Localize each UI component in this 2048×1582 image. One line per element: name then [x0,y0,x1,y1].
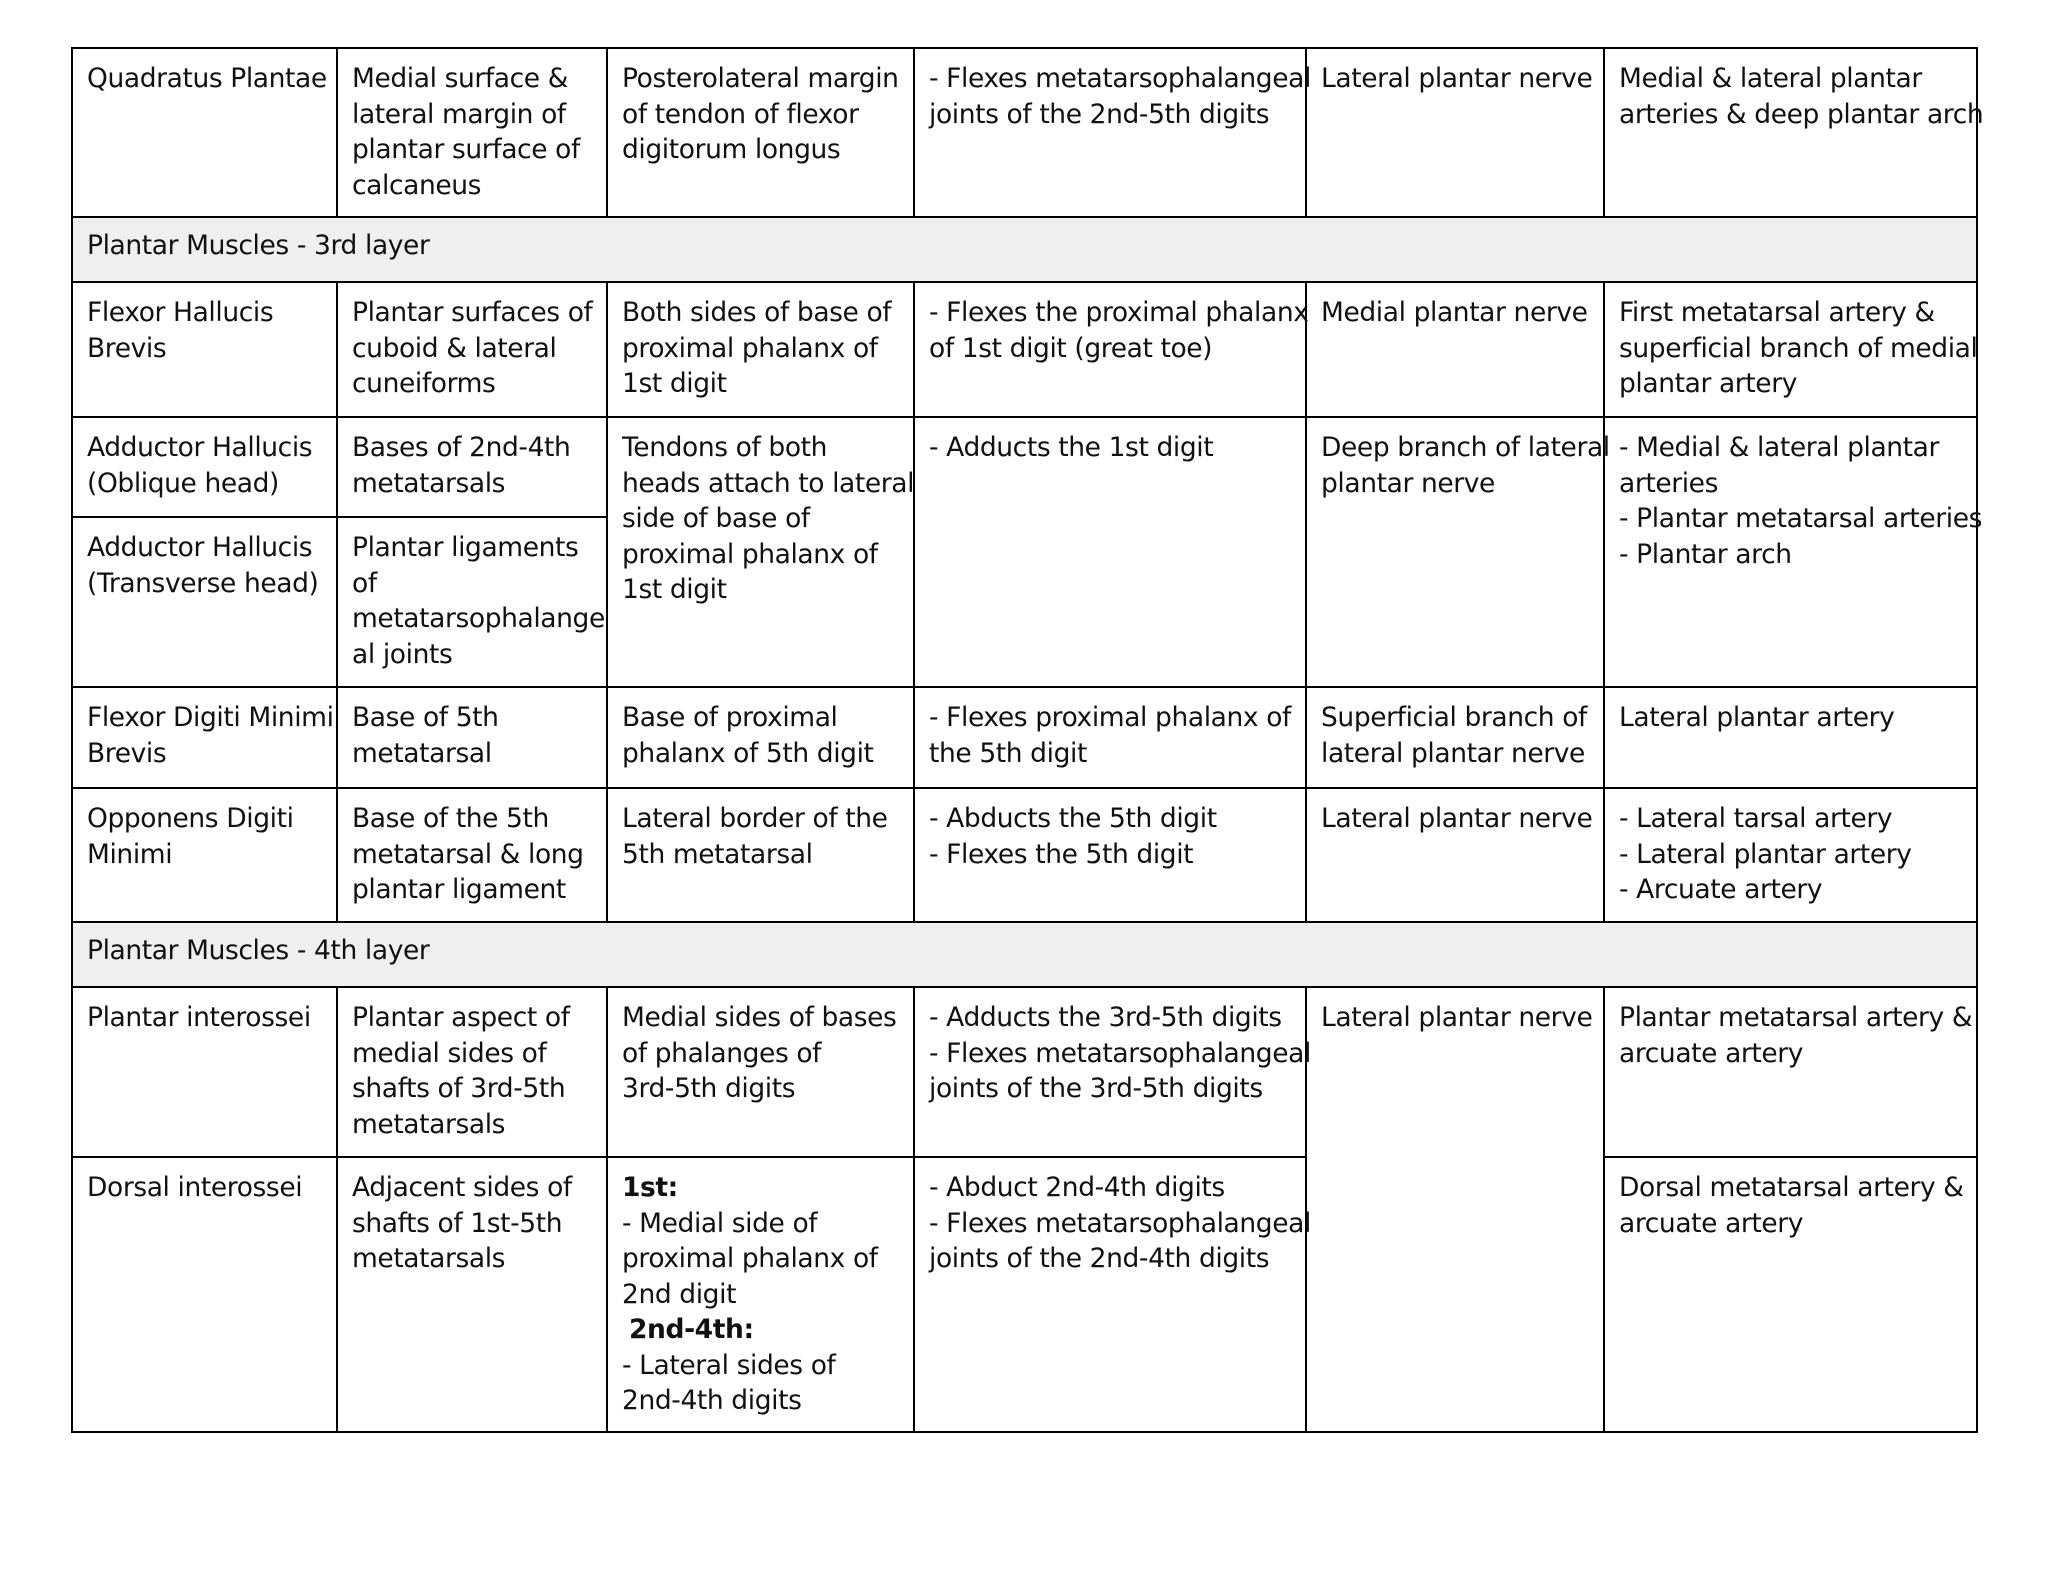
action-cell: - Abduct 2nd-4th digits - Flexes metatarsophalangeal joints of the 2nd-4th digits [914,1157,1306,1432]
muscle-name-cell: Quadratus Plantae [72,48,337,217]
origin-cell: Medial surface & lateral margin of plantar surface of calcaneus [337,48,607,217]
origin-cell: Base of 5th metatarsal [337,687,607,788]
table-row [72,417,1977,517]
insertion-cell: Medial sides of bases of phalanges of 3rd-5th digits [607,987,914,1157]
muscle-name-cell: Plantar interossei [72,987,337,1157]
artery-cell: First metatarsal artery & superficial branch of medial plantar artery [1604,282,1977,417]
table-row [72,282,1977,417]
muscle-table [71,47,1984,1433]
origin-cell: Plantar surfaces of cuboid & lateral cuneiforms [337,282,607,417]
artery-cell: Lateral plantar artery [1604,687,1977,788]
insertion-cell: Base of proximal phalanx of 5th digit [607,687,914,788]
section-header-4th-layer: Plantar Muscles - 4th layer [72,922,1977,987]
section-header-row [72,217,1977,282]
artery-cell: - Medial & lateral plantar arteries - Plantar metatarsal arteries - Plantar arch [1604,417,1977,687]
table-row [72,1157,1977,1432]
action-cell: - Flexes the proximal phalanx of 1st digit (great toe) [914,282,1306,417]
insertion-cell: Posterolateral margin of tendon of flexor digitorum longus [607,48,914,217]
table-row [72,687,1977,788]
table-row [72,987,1977,1157]
action-cell: - Adducts the 3rd-5th digits - Flexes metatarsophalangeal joints of the 3rd-5th digits [914,987,1306,1157]
muscle-name-cell: Opponens Digiti Minimi [72,788,337,922]
insertion-subheading: 2nd-4th: [629,1314,754,1345]
nerve-cell: Medial plantar nerve [1306,282,1604,417]
origin-cell: Plantar aspect of medial sides of shafts of 3rd-5th metatarsals [337,987,607,1157]
action-cell: - Flexes metatarsophalangeal joints of the 2nd-5th digits [914,48,1306,217]
muscle-name-cell: Adductor Hallucis (Oblique head) [72,417,337,517]
insertion-cell: Tendons of both heads attach to lateral side of base of proximal phalanx of 1st digit [607,417,914,687]
origin-cell: Bases of 2nd-4th metatarsals [337,417,607,517]
action-cell: - Adducts the 1st digit [914,417,1306,687]
origin-cell: Base of the 5th metatarsal & long plantar ligament [337,788,607,922]
artery-cell: Dorsal metatarsal artery & arcuate artery [1604,1157,1977,1432]
artery-cell: - Lateral tarsal artery - Lateral plantar artery - Arcuate artery [1604,788,1977,922]
nerve-cell: Lateral plantar nerve [1306,788,1604,922]
nerve-cell: Superficial branch of lateral plantar nerve [1306,687,1604,788]
muscle-name-cell: Flexor Digiti Minimi Brevis [72,687,337,788]
section-header-row [72,922,1977,987]
origin-cell: Adjacent sides of shafts of 1st-5th metatarsals [337,1157,607,1432]
muscle-name-cell: Flexor Hallucis Brevis [72,282,337,417]
insertion-cell: Both sides of base of proximal phalanx of 1st digit [607,282,914,417]
insertion-subheading: 1st: [622,1172,678,1203]
action-cell: - Abducts the 5th digit - Flexes the 5th digit [914,788,1306,922]
table-row [72,788,1977,922]
section-header-3rd-layer: Plantar Muscles - 3rd layer [72,217,1977,282]
insertion-cell: 1st: - Medial side of proximal phalanx of 2nd digit 2nd-4th: - Lateral sides of 2nd-4th digits [607,1157,914,1432]
action-cell: - Flexes proximal phalanx of the 5th digit [914,687,1306,788]
nerve-cell: Lateral plantar nerve [1306,48,1604,217]
muscle-name-cell: Dorsal interossei [72,1157,337,1432]
nerve-cell: Deep branch of lateral plantar nerve [1306,417,1604,687]
artery-cell: Medial & lateral plantar arteries & deep plantar arch [1604,48,1977,217]
table-row [72,48,1977,217]
muscle-name-cell: Adductor Hallucis (Transverse head) [72,517,337,687]
nerve-cell: Lateral plantar nerve [1306,987,1604,1432]
artery-cell: Plantar metatarsal artery & arcuate artery [1604,987,1977,1157]
insertion-cell: Lateral border of the 5th metatarsal [607,788,914,922]
origin-cell: Plantar ligaments of metatarsophalange al joints [337,517,607,687]
